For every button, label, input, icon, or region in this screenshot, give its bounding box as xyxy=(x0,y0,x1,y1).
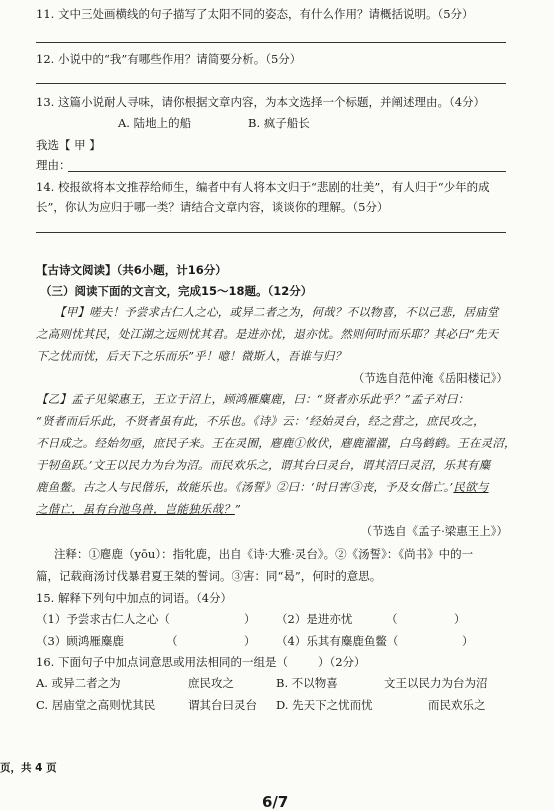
answer-line-13 xyxy=(68,171,506,172)
passage-jia-line3: 下之忧而忧，后天下之乐而乐”乎！噫！微斯人，吾谁与归？ xyxy=(36,349,347,363)
answer-line-11 xyxy=(36,42,506,43)
passage-jia-line1: 【甲】嗟夫！予尝求古仁人之心，或异二者之为，何哉？不以物喜，不以己悲，居庙堂 xyxy=(54,305,499,319)
source-yi: （节选自《孟子·梁惠王上》） xyxy=(360,524,508,538)
underlined-sentence-start: 民欲与 xyxy=(453,480,489,494)
passage-yi-close-quote: ” xyxy=(234,502,241,516)
q16-option-c: C. 居庙堂之高则忧其民 xyxy=(36,698,156,712)
q15-item-3: （3）顾鸿雁麋鹿 xyxy=(36,634,124,648)
q15-item-3-open: （ xyxy=(166,634,178,648)
question-16-tail: ）（2分） xyxy=(317,655,366,669)
passage-yi-line5-text: 鹿鱼鳖。古之人与民偕乐，故能乐也。《汤誓》②曰：‘时日害③丧，予及女偕亡。’ xyxy=(36,480,454,494)
q13-choice: 我选【 甲 】 xyxy=(36,138,101,152)
q16-option-c-pair: 谓其台曰灵台 xyxy=(188,698,257,712)
passage-yi-line5 xyxy=(36,479,489,495)
subsection-title: （三）阅读下面的文言文，完成15～18题。（12分） xyxy=(40,284,313,298)
page-number: 6/7 xyxy=(262,793,289,811)
q15-item-3-close: ） xyxy=(244,634,256,648)
q16-option-d-pair: 而民欢乐之 xyxy=(428,698,486,712)
question-16 xyxy=(36,654,366,670)
notes-line1: 注释：①麀鹿（yōu）：指牝鹿，出自《诗·大雅·灵台》。②《汤誓》：《尚书》中的一 xyxy=(54,547,474,561)
passage-yi-line2: “贤者而后乐此，不贤者虽有此，不乐也。《诗》云：‘经始灵台，经之营之，庶民攻之， xyxy=(36,414,485,428)
question-15: 15. 解释下列句中加点的词语。（4分） xyxy=(36,591,233,605)
q15-item-2-open: （ xyxy=(386,612,398,626)
question-12: 12. 小说中的“我”有哪些作用？请简要分析。（5分） xyxy=(36,52,302,66)
question-14-line1: 14. 校报欲将本文推荐给师生，编者中有人将本文归于“悲剧的壮美”，有人归于“少年的成 xyxy=(36,180,490,194)
question-13: 13. 这篇小说耐人寻味，请你根据文章内容，为本文选择一个标题，并阐述理由。（4分） xyxy=(36,95,486,109)
passage-yi-line6 xyxy=(36,501,241,517)
source-jia: （节选自范仲淹《岳阳楼记》） xyxy=(352,371,508,385)
question-14-line2: 长”，你认为应归于哪一类？请结合文章内容，谈谈你的理解。（5分） xyxy=(36,200,389,214)
q13-option-b: B. 疯子船长 xyxy=(248,116,310,130)
q15-item-4: （4）乐其有麋鹿鱼鳖（ xyxy=(276,634,399,648)
passage-yi-line3: 不日成之。经始勿亟，庶民子来。王在灵囿，麀鹿①攸伏，麀鹿濯濯，白鸟鹤鹤。王在灵沼， xyxy=(36,436,516,450)
notes-line2: 篇，记载商汤讨伐暴君夏王桀的誓词。③害：同“曷”，何时的意思。 xyxy=(36,569,382,583)
q15-item-1: （1）予尝求古仁人之心（ xyxy=(36,612,170,626)
q16-option-a-pair: 庶民攻之 xyxy=(188,676,234,690)
q15-item-2: （2）是进亦忧 xyxy=(276,612,353,626)
underlined-sentence-end: 之偕亡，虽有台池鸟兽，岂能独乐哉？ xyxy=(36,502,235,516)
question-11: 11. 文中三处画横线的句子描写了太阳不同的姿态，有什么作用？请概括说明。（5分） xyxy=(36,7,474,21)
q13-option-a: A. 陆地上的船 xyxy=(118,116,192,130)
q15-item-4-close: ） xyxy=(462,634,474,648)
q16-option-a: A. 或异二者之为 xyxy=(36,676,121,690)
section-title: 【古诗文阅读】（共6小题，计16分） xyxy=(36,263,227,277)
q15-item-1-close: ） xyxy=(244,612,256,626)
answer-line-12 xyxy=(36,83,506,84)
passage-jia-line2: 之高则忧其民，处江湖之远则忧其君。是进亦忧，退亦忧。然则何时而乐耶？其必曰“先天 xyxy=(36,327,499,341)
page-footer: 页，共 4 页 xyxy=(0,762,57,774)
q16-option-d: D. 先天下之忧而忧 xyxy=(276,698,373,712)
q16-option-b: B. 不以物喜 xyxy=(276,676,338,690)
q13-reason-label: 理由： xyxy=(36,158,71,172)
question-16-text: 16. 下面句子中加点词意思或用法相同的一组是（ xyxy=(36,655,288,669)
q15-item-2-close: ） xyxy=(454,612,466,626)
passage-yi-line1: 【乙】孟子见梁惠王，王立于沼上，顾鸿雁麋鹿，曰：“贤者亦乐此乎？”孟子对曰： xyxy=(36,392,470,406)
passage-yi-line4: 于牣鱼跃。’文王以民力为台为沼。而民欢乐之，谓其台曰灵台，谓其沼曰灵沼，乐其有麋 xyxy=(36,458,491,472)
answer-line-14 xyxy=(36,232,506,233)
q16-option-b-pair: 文王以民力为台为沼 xyxy=(384,676,488,690)
